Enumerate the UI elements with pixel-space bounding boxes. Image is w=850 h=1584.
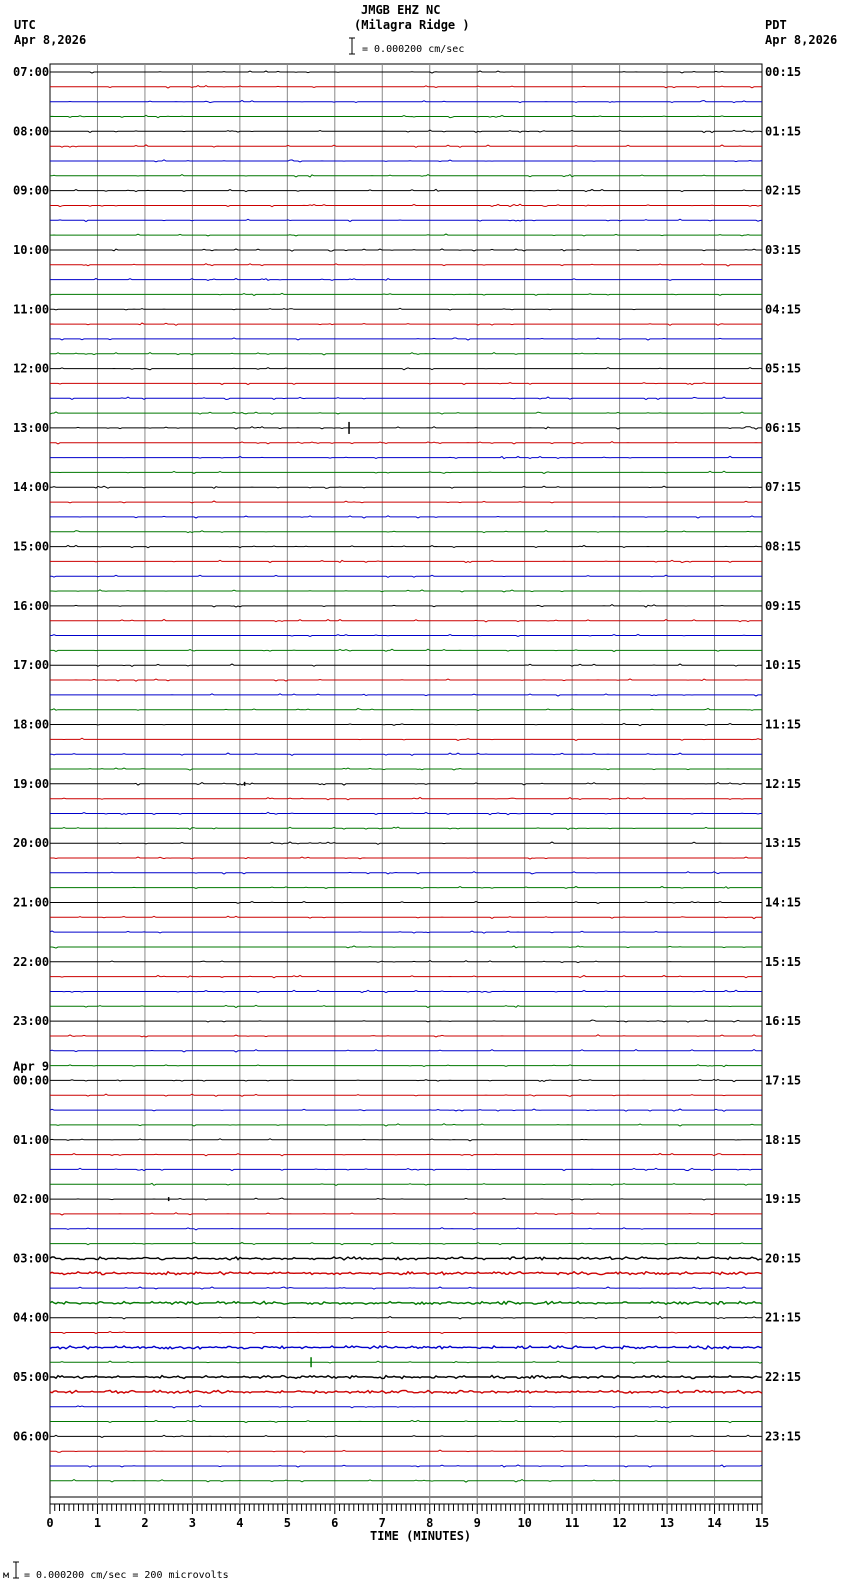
seismic-trace bbox=[50, 1080, 762, 1082]
right-hour-label: 20:15 bbox=[765, 1251, 802, 1266]
left-hour-label: 17:00 bbox=[13, 658, 50, 673]
right-date: Apr 8,2026 bbox=[765, 33, 838, 47]
right-hour-label: 11:15 bbox=[765, 717, 802, 732]
seismic-trace bbox=[50, 798, 762, 800]
seismic-trace bbox=[50, 560, 762, 562]
seismic-trace bbox=[50, 501, 762, 503]
seismic-trace bbox=[50, 308, 762, 310]
seismic-trace bbox=[50, 931, 762, 933]
x-tick-label: 6 bbox=[331, 1516, 339, 1530]
left-hour-label: 02:00 bbox=[13, 1192, 50, 1207]
seismic-trace bbox=[50, 812, 762, 814]
right-hour-label: 22:15 bbox=[765, 1370, 802, 1385]
seismic-trace bbox=[50, 961, 762, 963]
seismic-trace bbox=[50, 234, 762, 236]
seismic-trace bbox=[50, 605, 762, 608]
right-hour-label: 00:15 bbox=[765, 65, 802, 79]
x-tick-label: 1 bbox=[93, 1516, 102, 1530]
x-tick-label: 0 bbox=[46, 1516, 54, 1530]
seismic-trace bbox=[50, 145, 762, 147]
x-axis-label: TIME (MINUTES) bbox=[370, 1529, 472, 1543]
seismic-trace bbox=[50, 620, 762, 622]
seismic-trace bbox=[50, 1420, 762, 1422]
seismic-trace bbox=[50, 204, 762, 207]
x-tick-label: 7 bbox=[378, 1516, 386, 1530]
left-hour-label: 12:00 bbox=[13, 361, 50, 376]
left-hour-label: 06:00 bbox=[13, 1429, 50, 1444]
x-tick-label: 5 bbox=[283, 1516, 291, 1530]
seismic-trace bbox=[50, 1198, 762, 1200]
seismic-trace bbox=[50, 1228, 762, 1230]
x-tick-label: 12 bbox=[612, 1516, 627, 1530]
seismic-trace bbox=[50, 1094, 762, 1096]
seismic-trace bbox=[50, 1050, 762, 1052]
seismic-trace bbox=[50, 1183, 762, 1185]
left-hour-label: 16:00 bbox=[13, 598, 50, 613]
right-hour-label: 12:15 bbox=[765, 776, 802, 791]
right-hour-label: 19:15 bbox=[765, 1192, 802, 1207]
right-hour-label: 21:15 bbox=[765, 1310, 802, 1325]
seismic-trace bbox=[50, 887, 762, 889]
right-hour-label: 06:15 bbox=[765, 420, 802, 435]
right-hour-label: 15:15 bbox=[765, 954, 802, 969]
right-hour-label: 03:15 bbox=[765, 242, 802, 257]
right-timezone: PDT bbox=[765, 18, 787, 32]
seismic-trace bbox=[50, 1168, 762, 1170]
left-hour-label: 22:00 bbox=[13, 954, 50, 969]
seismic-trace bbox=[50, 990, 762, 992]
left-hour-label: 01:00 bbox=[13, 1132, 50, 1147]
seismic-trace bbox=[50, 456, 762, 458]
seismic-trace bbox=[50, 857, 762, 859]
left-hour-label: 10:00 bbox=[13, 242, 50, 257]
seismic-trace bbox=[50, 723, 762, 725]
seismic-trace bbox=[50, 738, 762, 740]
seismic-trace bbox=[50, 1480, 762, 1483]
x-tick-label: 2 bbox=[141, 1516, 149, 1530]
left-hour-label: 13:00 bbox=[13, 420, 50, 435]
footer-scale-label: = 0.000200 cm/sec = 200 microvolts bbox=[24, 1570, 229, 1581]
seismic-trace bbox=[50, 768, 762, 770]
right-hour-label: 08:15 bbox=[765, 539, 802, 554]
seismic-trace bbox=[50, 1361, 762, 1363]
seismic-trace bbox=[50, 130, 762, 132]
x-tick-label: 3 bbox=[188, 1516, 197, 1530]
station-location: (Milagra Ridge ) bbox=[354, 18, 470, 32]
seismic-trace bbox=[50, 902, 762, 904]
seismic-trace bbox=[50, 264, 762, 266]
seismic-trace bbox=[50, 279, 762, 281]
right-hour-label: 17:15 bbox=[765, 1073, 802, 1088]
left-hour-label: 15:00 bbox=[13, 539, 50, 554]
seismic-trace bbox=[50, 1317, 762, 1319]
seismic-trace bbox=[50, 516, 762, 518]
footer-prefix: м bbox=[3, 1570, 10, 1581]
seismic-trace bbox=[50, 219, 762, 221]
seismic-trace bbox=[50, 1435, 762, 1437]
right-hour-label: 01:15 bbox=[765, 124, 802, 139]
seismic-trace bbox=[50, 1332, 762, 1334]
seismic-trace bbox=[50, 338, 762, 340]
left-hour-label: 07:00 bbox=[13, 65, 50, 79]
left-hour-label: 08:00 bbox=[13, 124, 50, 139]
seismic-trace bbox=[50, 842, 762, 844]
right-hour-label: 09:15 bbox=[765, 598, 802, 613]
seismic-trace bbox=[50, 946, 762, 948]
seismic-trace bbox=[50, 1005, 762, 1007]
seismic-trace bbox=[50, 1065, 762, 1067]
x-tick-label: 14 bbox=[707, 1516, 722, 1530]
left-hour-label: 21:00 bbox=[13, 895, 50, 910]
left-hour-label: 19:00 bbox=[13, 776, 50, 791]
seismic-trace bbox=[50, 1243, 762, 1245]
seismic-trace bbox=[50, 397, 762, 400]
seismic-trace bbox=[50, 1124, 762, 1126]
seismic-trace bbox=[50, 827, 762, 829]
scale-label: = 0.000200 cm/sec bbox=[362, 44, 465, 55]
seismic-trace bbox=[50, 293, 762, 295]
left-hour-label: 18:00 bbox=[13, 717, 50, 732]
seismic-trace bbox=[50, 783, 762, 786]
date-change-label: Apr 9 bbox=[13, 1059, 50, 1074]
seismic-trace bbox=[50, 1450, 762, 1452]
seismic-trace bbox=[50, 1109, 762, 1111]
seismic-trace bbox=[50, 634, 762, 636]
seismic-trace bbox=[50, 1139, 762, 1141]
right-hour-label: 14:15 bbox=[765, 895, 802, 910]
x-tick-label: 15 bbox=[754, 1516, 770, 1530]
seismic-trace bbox=[50, 1287, 762, 1289]
seismic-trace bbox=[50, 872, 762, 874]
left-hour-label: 04:00 bbox=[13, 1310, 50, 1325]
seismic-trace bbox=[50, 249, 762, 251]
left-hour-label: 20:00 bbox=[13, 836, 50, 851]
seismic-trace bbox=[50, 1035, 762, 1037]
seismic-trace bbox=[50, 975, 762, 977]
right-hour-label: 10:15 bbox=[765, 658, 802, 673]
x-tick-label: 13 bbox=[659, 1516, 675, 1530]
seismic-trace bbox=[50, 575, 762, 577]
seismic-trace bbox=[50, 916, 762, 918]
seismic-trace bbox=[50, 189, 762, 191]
seismic-trace bbox=[50, 412, 762, 414]
seismic-trace bbox=[50, 353, 762, 355]
seismic-trace bbox=[50, 471, 762, 473]
left-date: Apr 8,2026 bbox=[14, 33, 87, 47]
seismic-trace bbox=[50, 486, 762, 488]
left-timezone: UTC bbox=[14, 18, 36, 32]
right-hour-label: 13:15 bbox=[765, 836, 802, 851]
left-hour-label: 05:00 bbox=[13, 1370, 50, 1385]
seismic-trace bbox=[50, 531, 762, 533]
x-tick-label: 8 bbox=[426, 1516, 434, 1530]
seismic-trace bbox=[50, 71, 762, 73]
seismic-trace bbox=[50, 160, 762, 162]
right-hour-label: 16:15 bbox=[765, 1014, 802, 1029]
seismic-trace bbox=[50, 175, 762, 177]
seismic-trace bbox=[50, 383, 762, 385]
right-hour-label: 02:15 bbox=[765, 183, 802, 198]
seismic-trace bbox=[50, 368, 762, 370]
seismic-trace bbox=[50, 1020, 762, 1022]
left-hour-label: 14:00 bbox=[13, 480, 50, 495]
left-hour-label: 11:00 bbox=[13, 302, 50, 317]
left-hour-label: 03:00 bbox=[13, 1251, 50, 1266]
left-hour-label: 00:00 bbox=[13, 1073, 50, 1088]
right-hour-label: 07:15 bbox=[765, 480, 802, 495]
seismic-trace bbox=[50, 1406, 762, 1408]
seismic-trace bbox=[50, 115, 762, 117]
seismic-trace bbox=[50, 442, 762, 444]
right-hour-label: 18:15 bbox=[765, 1132, 802, 1147]
seismic-trace bbox=[50, 323, 762, 325]
seismic-trace bbox=[50, 1390, 762, 1393]
left-hour-label: 09:00 bbox=[13, 183, 50, 198]
seismic-trace bbox=[50, 1213, 762, 1215]
seismic-trace bbox=[50, 101, 762, 103]
seismic-trace bbox=[50, 1346, 762, 1349]
seismic-trace bbox=[50, 679, 762, 681]
seismic-trace bbox=[50, 1154, 762, 1156]
seismic-trace bbox=[50, 1272, 762, 1275]
seismic-trace bbox=[50, 1465, 762, 1467]
seismic-trace bbox=[50, 545, 762, 547]
x-tick-label: 9 bbox=[473, 1516, 481, 1530]
seismic-trace bbox=[50, 753, 762, 755]
seismic-trace bbox=[50, 86, 762, 88]
seismic-trace bbox=[50, 694, 762, 696]
x-tick-label: 10 bbox=[517, 1516, 532, 1530]
seismic-trace bbox=[50, 1376, 762, 1379]
station-title: JMGB EHZ NC bbox=[361, 3, 441, 17]
x-tick-label: 4 bbox=[236, 1516, 244, 1530]
seismic-trace bbox=[50, 1301, 762, 1304]
right-hour-label: 23:15 bbox=[765, 1429, 802, 1444]
seismic-trace bbox=[50, 708, 762, 710]
right-hour-label: 04:15 bbox=[765, 302, 802, 317]
x-tick-label: 11 bbox=[564, 1516, 580, 1530]
seismic-trace bbox=[50, 649, 762, 651]
right-hour-label: 05:15 bbox=[765, 361, 802, 376]
seismic-trace bbox=[50, 1257, 762, 1260]
seismic-trace bbox=[50, 590, 762, 592]
left-hour-label: 23:00 bbox=[13, 1014, 50, 1029]
seismic-trace bbox=[50, 427, 762, 430]
seismic-trace bbox=[50, 664, 762, 666]
